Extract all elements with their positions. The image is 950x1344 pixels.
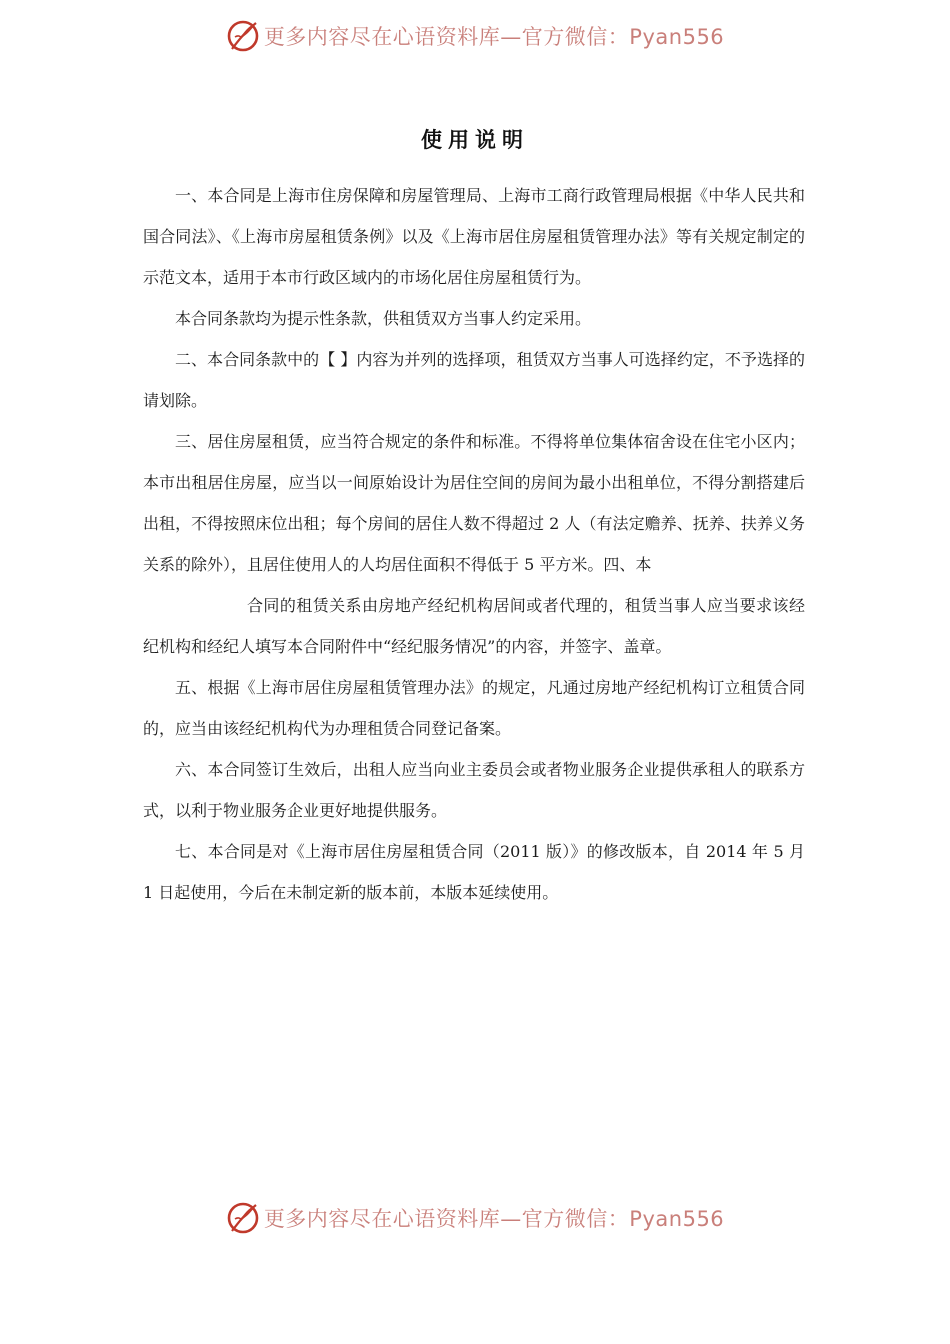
quill-logo-icon — [226, 1201, 260, 1235]
watermark-text: 更多内容尽在心语资料库—官方微信：Pyan556 — [263, 1207, 725, 1231]
paragraph-3: 二、本合同条款中的【 】内容为并列的选择项，租赁双方当事人可选择约定，不予选择的请划除。 — [143, 350, 805, 410]
paragraph-1: 一、本合同是上海市住房保障和房屋管理局、上海市工商行政管理局根据《中华人民共和国合同法》、《上海市房屋租赁条例》以及《上海市居住房屋租赁管理办法》等有关规定制定的示范文本，适用于本市行政区域内的市场化居住房屋租赁行为。 — [143, 186, 805, 287]
paragraph-2: 本合同条款均为提示性条款，供租赁双方当事人约定采用。 — [175, 309, 592, 328]
paragraph-7: 七、本合同是对《上海市居住房屋租赁合同（2011 版）》的修改版本，自 2014 年 5 月 1 日起使用，今后在未制定新的版本前，本版本延续使用。 — [143, 842, 805, 902]
page-title: 使用说明 — [421, 128, 529, 152]
document-body — [143, 175, 805, 913]
footer-watermark — [0, 1196, 950, 1240]
paragraph-6: 六、本合同签订生效后，出租人应当向业主委员会或者物业服务企业提供承租人的联系方式，以利于物业服务企业更好地提供服务。 — [143, 760, 805, 820]
watermark-text: 更多内容尽在心语资料库—官方微信：Pyan556 — [263, 25, 725, 49]
paragraph-5: 五、根据《上海市居住房屋租赁管理办法》的规定，凡通过房地产经纪机构订立租赁合同的，应当由该经纪机构代为办理租赁合同登记备案。 — [143, 678, 805, 738]
header-watermark — [0, 14, 950, 58]
quill-logo-icon — [226, 19, 260, 53]
paragraph-4: 三、居住房屋租赁，应当符合规定的条件和标准。不得将单位集体宿舍设在住宅小区内；本市出租居住房屋，应当以一间原始设计为居住空间的房间为最小出租单位，不得分割搭建后出租，不得按照床位出租；每个房间的居住人数不得超过 2 人（有法定赡养、抚养、扶养义务关系的除外），且居住使用人的人均居住面积不得低于 5 平方米。四、本 — [143, 432, 805, 574]
paragraph-4-continuation: 合同的租赁关系由房地产经纪机构居间或者代理的，租赁当事人应当要求该经纪机构和经纪人填写本合同附件中“经纪服务情况”的内容，并签字、盖章。 — [143, 596, 805, 656]
